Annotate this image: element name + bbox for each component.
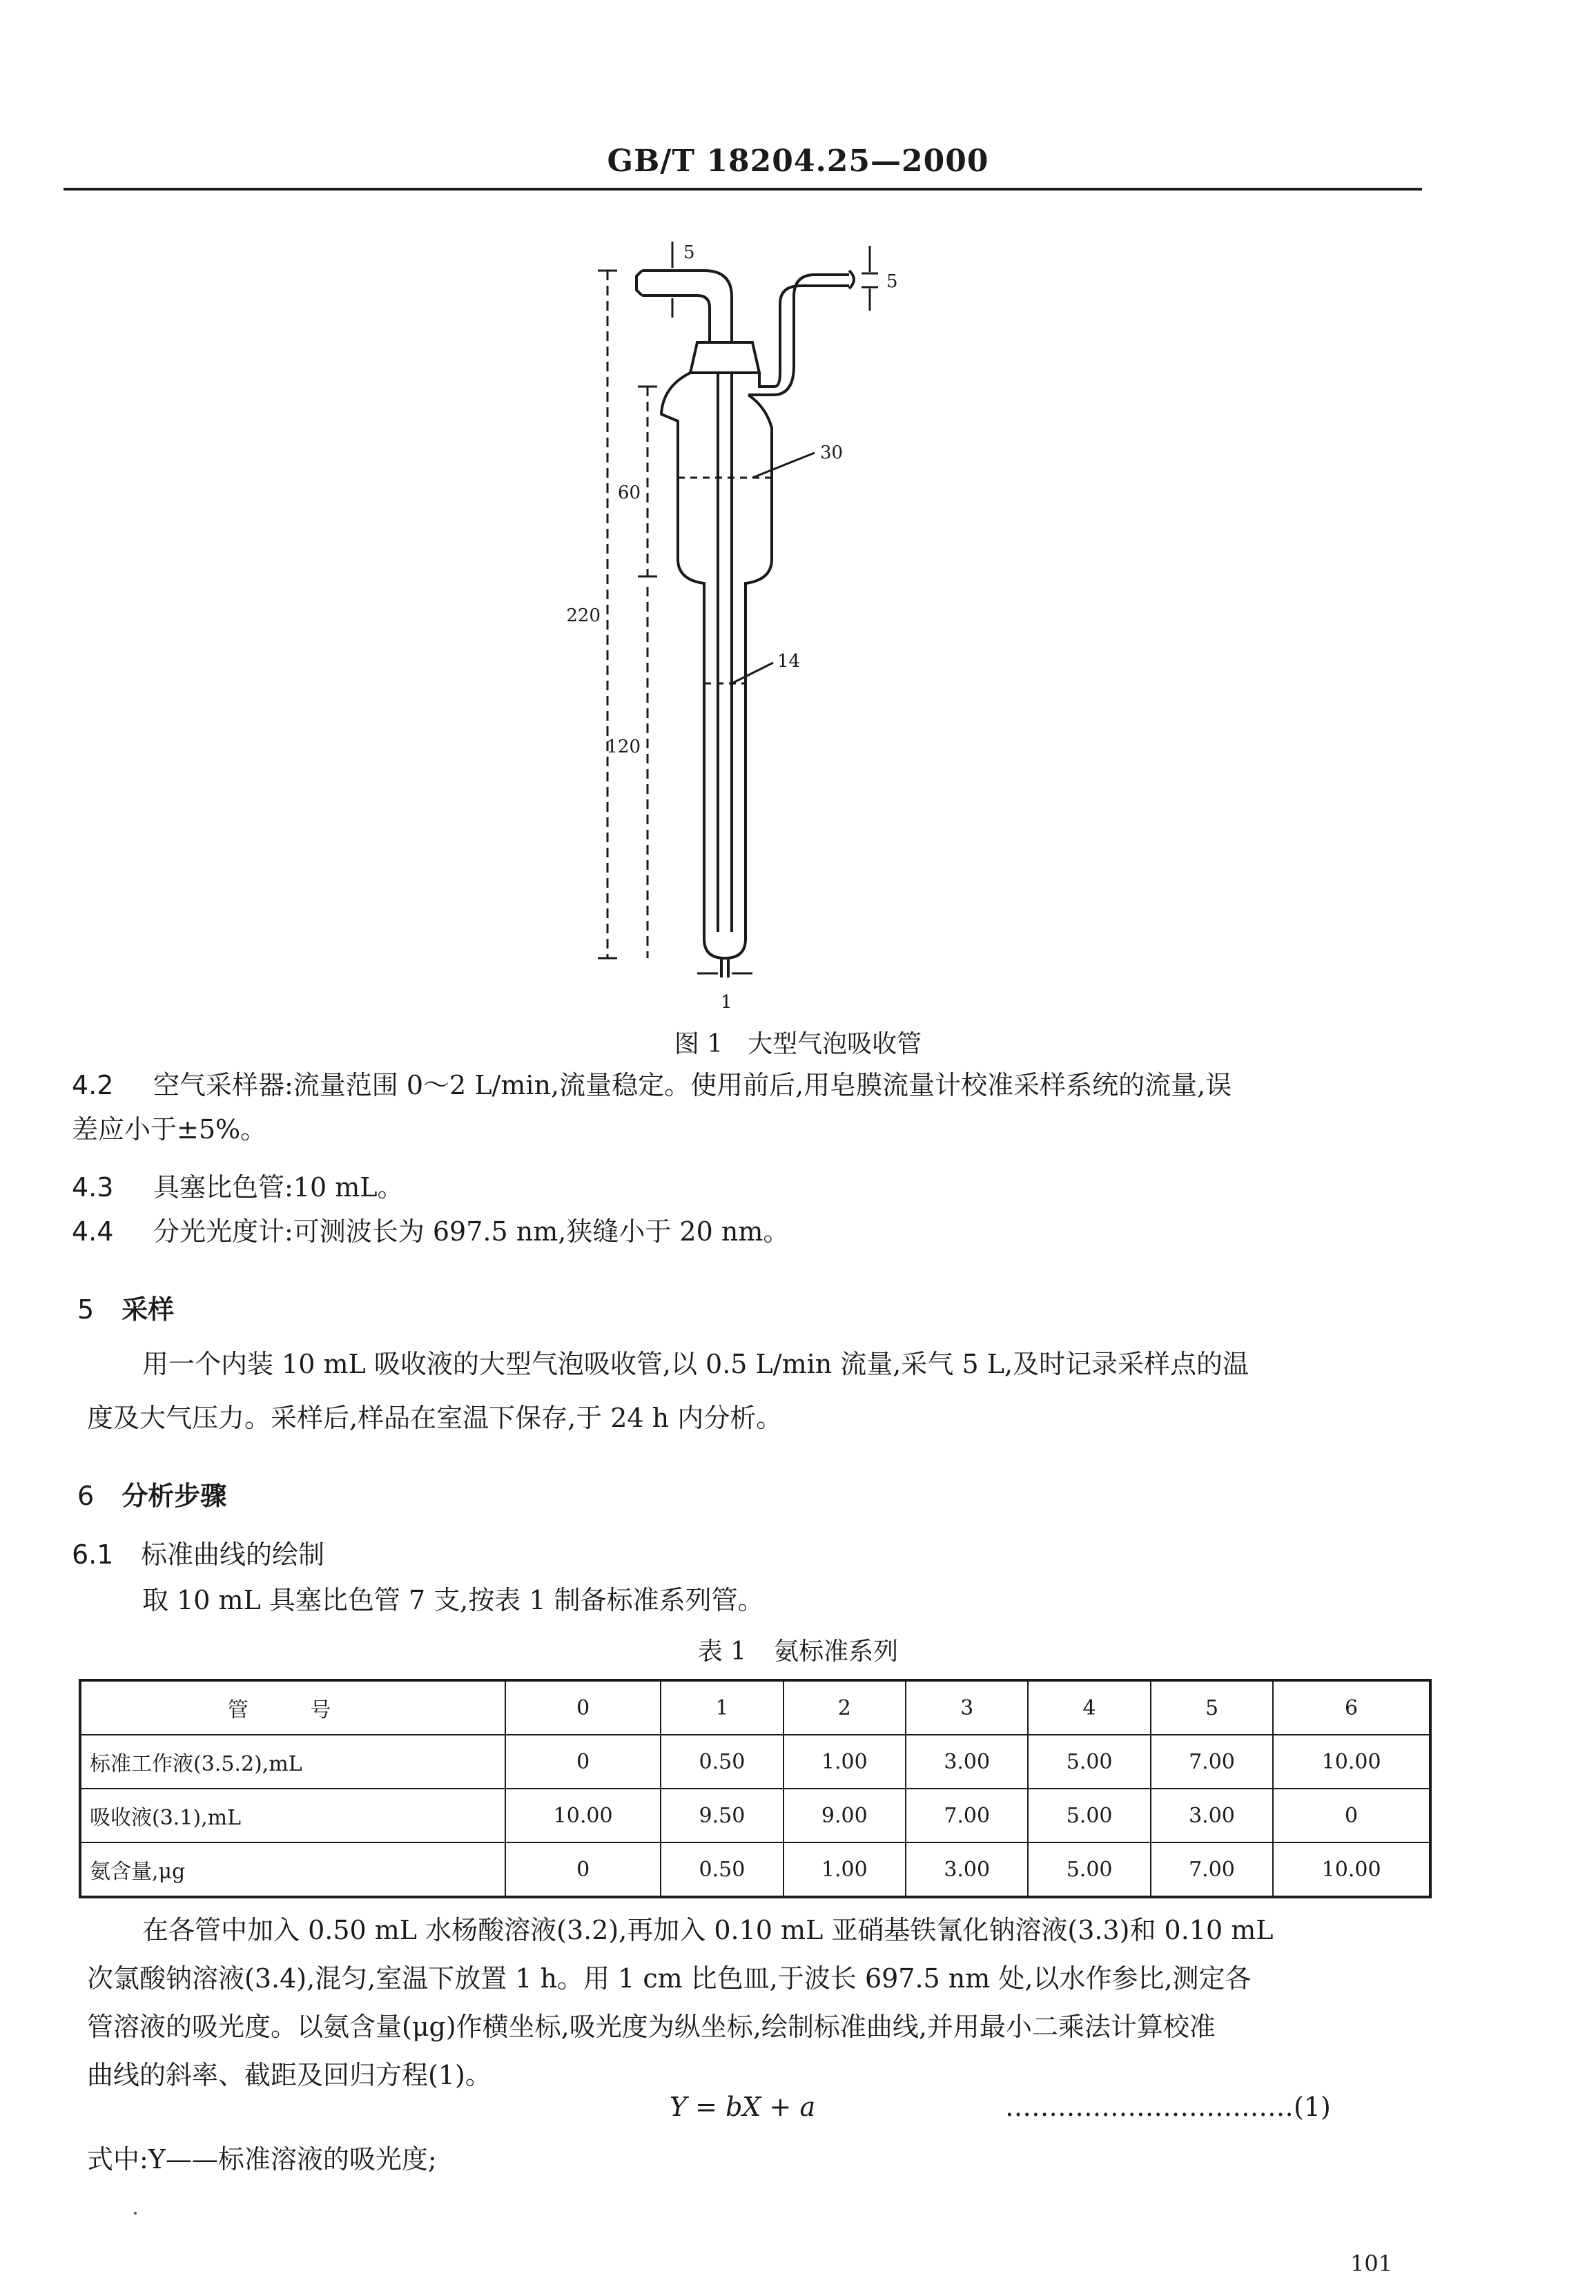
table-cell: 7.00 <box>1151 1735 1273 1789</box>
table-cell: 5.00 <box>1028 1735 1150 1789</box>
table-cell: 5.00 <box>1028 1789 1150 1842</box>
table-cell: 氨含量,μg <box>80 1842 505 1897</box>
table-cell: 7.00 <box>906 1789 1028 1842</box>
procedure-line4: 曲线的斜率、截距及回归方程(1)。 <box>87 2060 492 2090</box>
procedure-line1: 在各管中加入 0.50 mL 水杨酸溶液(3.2),再加入 0.10 mL 亚硝基铁氰化钠溶液(3.3)和 0.10 mL <box>142 1915 1274 1945</box>
section-4-4 <box>72 1209 789 1254</box>
header-rule <box>64 188 1422 191</box>
procedure-line3: 管溶液的吸光度。以氨含量(μg)作横坐标,吸光度为纵坐标,绘制标准曲线,并用最小二乘法计算校准 <box>87 2012 1216 2042</box>
label-1: 1 <box>721 992 732 1013</box>
table-row <box>80 1789 1430 1842</box>
inner-tube <box>718 373 732 932</box>
table-header-cell: 1 <box>661 1680 783 1735</box>
table-header-cell: 管 号 <box>80 1680 505 1735</box>
where-clause: 式中:Y——标准溶液的吸光度; <box>87 2144 437 2175</box>
table-cell: 10.00 <box>1273 1735 1430 1789</box>
table-caption <box>0 1632 1596 1667</box>
figure-caption-text: 大型气泡吸收管 <box>748 1030 922 1058</box>
table-row <box>80 1842 1430 1897</box>
table-cell: 1.00 <box>784 1735 906 1789</box>
table-cell: 10.00 <box>505 1789 661 1842</box>
label-60: 60 <box>617 483 641 503</box>
section-4-3-text: 具塞比色管:10 mL。 <box>153 1172 404 1203</box>
section-number: 6.1 <box>72 1539 114 1570</box>
table-cell: 3.00 <box>1151 1789 1273 1842</box>
stopper <box>690 342 759 373</box>
label-120: 120 <box>606 737 641 757</box>
table-cell: 5.00 <box>1028 1842 1150 1897</box>
absorption-tube-figure <box>566 221 898 1015</box>
equation-number: ……………………………(1) <box>1005 2092 1331 2122</box>
section-6-1-text: 取 10 mL 具塞比色管 7 支,按表 1 制备标准系列管。 <box>142 1585 764 1615</box>
table-cell: 标准工作液(3.5.2),mL <box>80 1735 505 1789</box>
table-header-row <box>80 1680 1430 1735</box>
table-header-cell: 2 <box>784 1680 906 1735</box>
table-cell: 9.00 <box>784 1789 906 1842</box>
table-cell: 吸收液(3.1),mL <box>80 1789 505 1842</box>
table-cell: 0.50 <box>661 1842 783 1897</box>
table-header-cell: 3 <box>906 1680 1028 1735</box>
table-header-cell: 5 <box>1151 1680 1273 1735</box>
table-caption-text: 氨标准系列 <box>774 1637 899 1666</box>
table-cell: 3.00 <box>906 1842 1028 1897</box>
section-4-2-line1: 空气采样器:流量范围 0～2 L/min,流量稳定。使用前后,用皂膜流量计校准采样系统的流量,误 <box>153 1070 1232 1100</box>
leader-14 <box>732 663 773 683</box>
table-cell: 9.50 <box>661 1789 783 1842</box>
figure-caption <box>0 1024 1596 1060</box>
table-cell: 0.50 <box>661 1735 783 1789</box>
section-5-heading <box>77 1288 174 1326</box>
section-4-2-line2: 差应小于±5%。 <box>72 1114 267 1145</box>
section-number: 4.4 <box>72 1216 114 1247</box>
table-cell: 10.00 <box>1273 1842 1430 1897</box>
section-4-4-text: 分光光度计:可测波长为 697.5 nm,狭缝小于 20 nm。 <box>153 1216 790 1247</box>
section-6-1-title: 标准曲线的绘制 <box>141 1539 325 1570</box>
label-5-left: 5 <box>683 242 695 263</box>
figure-caption-number: 图 1 <box>674 1030 723 1058</box>
table-cell: 0 <box>505 1842 661 1897</box>
procedure-line2: 次氯酸钠溶液(3.4),混匀,室温下放置 1 h。用 1 cm 比色皿,于波长 697.5 nm 处,以水作参比,测定各 <box>87 1963 1252 1994</box>
scan-speck <box>134 2212 137 2215</box>
table-cell: 0 <box>505 1735 661 1789</box>
table-row <box>80 1735 1430 1789</box>
ammonia-standard-table <box>79 1679 1432 1898</box>
table-header-cell: 6 <box>1273 1680 1430 1735</box>
section-5-line2: 度及大气压力。采样后,样品在室温下保存,于 24 h 内分析。 <box>87 1403 783 1433</box>
section-4-2 <box>72 1063 1232 1107</box>
table-cell: 0 <box>1273 1789 1430 1842</box>
section-6-title: 分析步骤 <box>121 1481 227 1511</box>
section-6-1-heading <box>72 1533 324 1577</box>
section-number: 4.3 <box>72 1172 114 1203</box>
outlet-tube <box>748 275 849 395</box>
section-number: 4.2 <box>72 1070 114 1100</box>
label-30: 30 <box>820 442 844 463</box>
table-cell: 7.00 <box>1151 1842 1273 1897</box>
inlet-tube-left-inner <box>642 295 710 342</box>
table-cell: 1.00 <box>784 1842 906 1897</box>
section-number: 6 <box>77 1481 95 1511</box>
section-4-3 <box>72 1165 404 1209</box>
label-14: 14 <box>777 651 801 672</box>
section-5-line1: 用一个内装 10 mL 吸收液的大型气泡吸收管,以 0.5 L/min 流量,采气 5 L,及时记录采样点的温 <box>142 1349 1249 1379</box>
inlet-tube-left <box>642 271 732 342</box>
leader-30 <box>752 453 815 478</box>
regression-equation: Y = bX + a <box>670 2092 816 2122</box>
label-220: 220 <box>566 605 601 626</box>
table-caption-number: 表 1 <box>697 1637 747 1666</box>
section-6-heading <box>77 1475 226 1512</box>
table-header-cell: 0 <box>505 1680 661 1735</box>
section-number: 5 <box>77 1294 95 1325</box>
table-header-cell: 4 <box>1028 1680 1150 1735</box>
section-5-title: 采样 <box>121 1294 175 1325</box>
label-5-right: 5 <box>886 271 898 292</box>
table-cell: 3.00 <box>906 1735 1028 1789</box>
page-number: 101 <box>1350 2250 1393 2277</box>
document-header: GB/T 18204.25—2000 <box>607 144 989 179</box>
